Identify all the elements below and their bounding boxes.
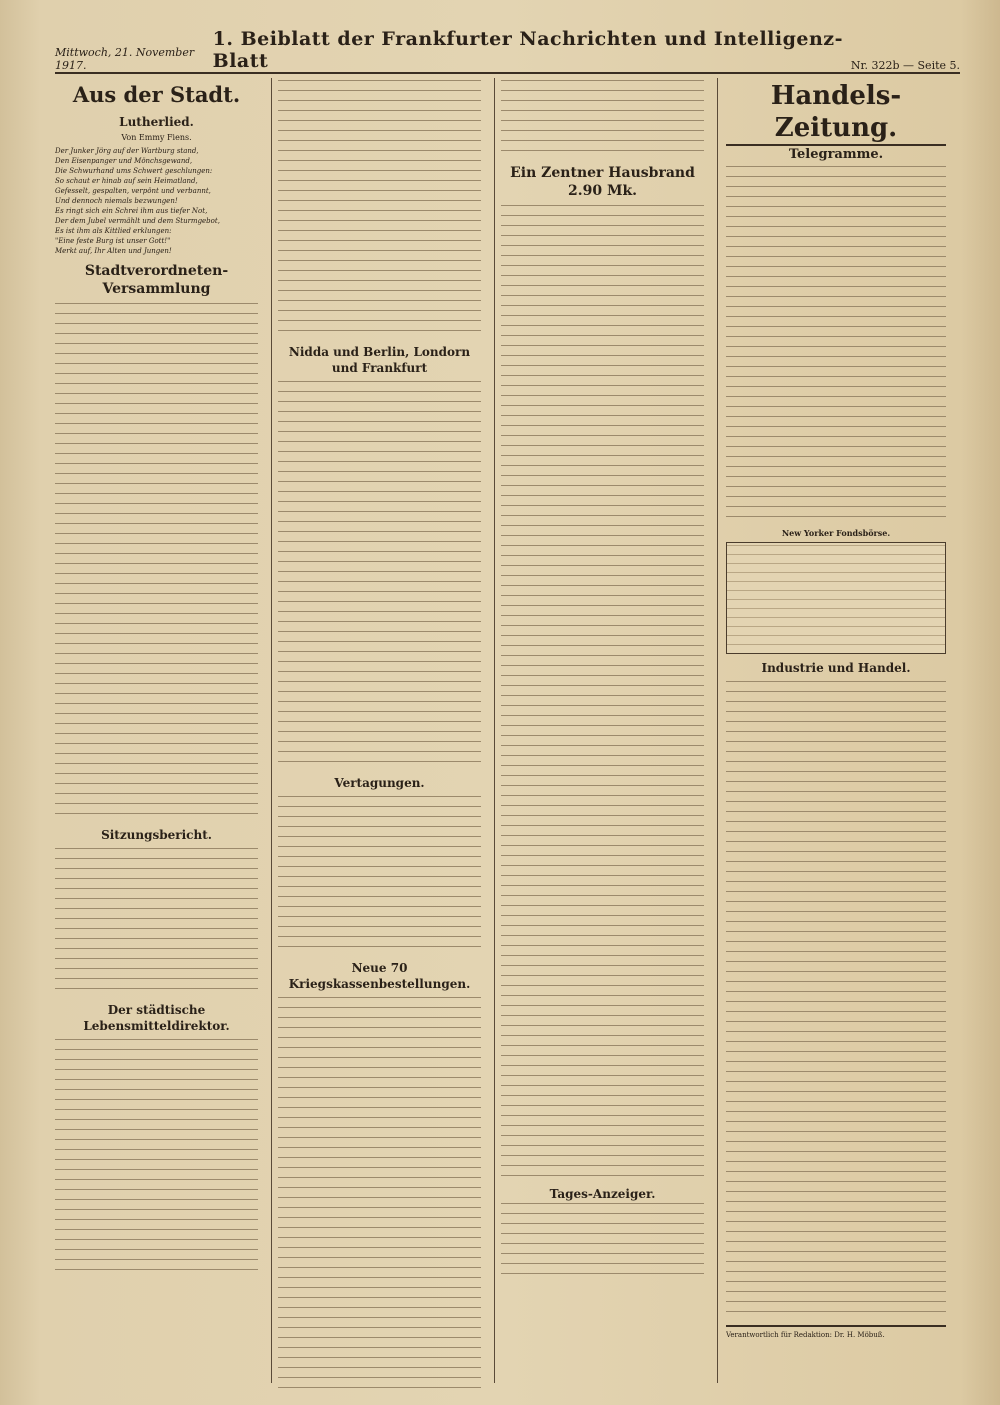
article-body-placeholder [501, 1201, 704, 1281]
poem-body [55, 146, 258, 256]
article-heading: Der städtische Lebensmitteldirektor. [83, 1003, 230, 1033]
column-4 [726, 78, 946, 1388]
article-body-placeholder [278, 794, 481, 954]
poem-line: Der dem Jubel vermählt und dem Sturmgebot, [55, 217, 220, 225]
article-heading: Vertagungen. [334, 776, 425, 790]
column-rule [271, 78, 272, 1383]
article-body-placeholder [726, 679, 946, 1319]
column-2 [278, 78, 481, 1388]
article-heading: Industrie und Handel. [761, 661, 911, 675]
poem-line: So schaut er hinab auf sein Heimatland, [55, 177, 198, 185]
article-body-placeholder [501, 78, 704, 158]
article-heading: Tages-Anzeiger. [549, 1187, 656, 1201]
poem-line: Der Junker Jörg auf der Wartburg stand, [55, 147, 199, 155]
article-heading: Nidda und Berlin, Londorn und Frankfurt [288, 345, 471, 375]
article-heading: Neue 70 Kriegskassenbestellungen. [288, 961, 471, 991]
section-title: Aus der Stadt. [72, 82, 241, 107]
section-subtitle: Telegramme. [788, 147, 884, 162]
stock-table [726, 542, 946, 654]
article-body-placeholder [278, 995, 481, 1388]
column-3 [501, 78, 704, 1388]
column-rule [717, 78, 718, 1383]
issue-date: Mittwoch, 21. November 1917. [55, 46, 195, 72]
section-title: Handels-Zeitung. [726, 80, 946, 146]
article-body-placeholder [278, 78, 481, 338]
article-body-placeholder [55, 301, 258, 821]
poem-line: Merkt auf, Ihr Alten und Jungen! [55, 247, 172, 255]
article-body-placeholder [726, 164, 946, 524]
page-number: Nr. 322b — Seite 5. [850, 59, 961, 72]
newspaper-title: 1. Beiblatt der Frankfurter Nachrichten und Intelligenz-Blatt [212, 28, 843, 72]
poem-line: Die Schwurhand ums Schwert geschlungen: [55, 167, 213, 175]
poem-author: Von Emmy Fiens. [121, 133, 192, 142]
article-heading: Ein Zentner Hausbrand 2.90 Mk. [510, 165, 695, 199]
poem-line: Den Eisenpanger und Mönchsgewand, [55, 157, 193, 165]
poem-line: Gefesselt, gespalten, verpönt und verbannt, [55, 187, 211, 195]
poem-line: Es ringt sich ein Schrei ihm aus tiefer Not, [55, 207, 208, 215]
article-body-placeholder [55, 1037, 258, 1277]
article-heading: Stadtverordneten-Versammlung [84, 263, 229, 297]
masthead [55, 28, 961, 74]
article-body-placeholder [55, 846, 258, 996]
article-heading: Sitzungsbericht. [101, 828, 212, 842]
imprint: Verantwortlich für Redaktion: Dr. H. Möbuß. [726, 1325, 946, 1340]
article-body-placeholder [501, 203, 704, 1183]
poem-line: Es ist ihm als Kittlied erklungen: [55, 227, 172, 235]
table-heading: New Yorker Fondsbörse. [781, 528, 891, 538]
column-rule [494, 78, 495, 1383]
article-body-placeholder [278, 379, 481, 769]
poem-line: Und dennoch niemals bezwungen! [55, 197, 178, 205]
poem-line: "Eine feste Burg ist unser Gott!" [55, 237, 171, 245]
poem-title: Lutherlied. [119, 115, 194, 129]
column-1 [55, 78, 258, 1388]
